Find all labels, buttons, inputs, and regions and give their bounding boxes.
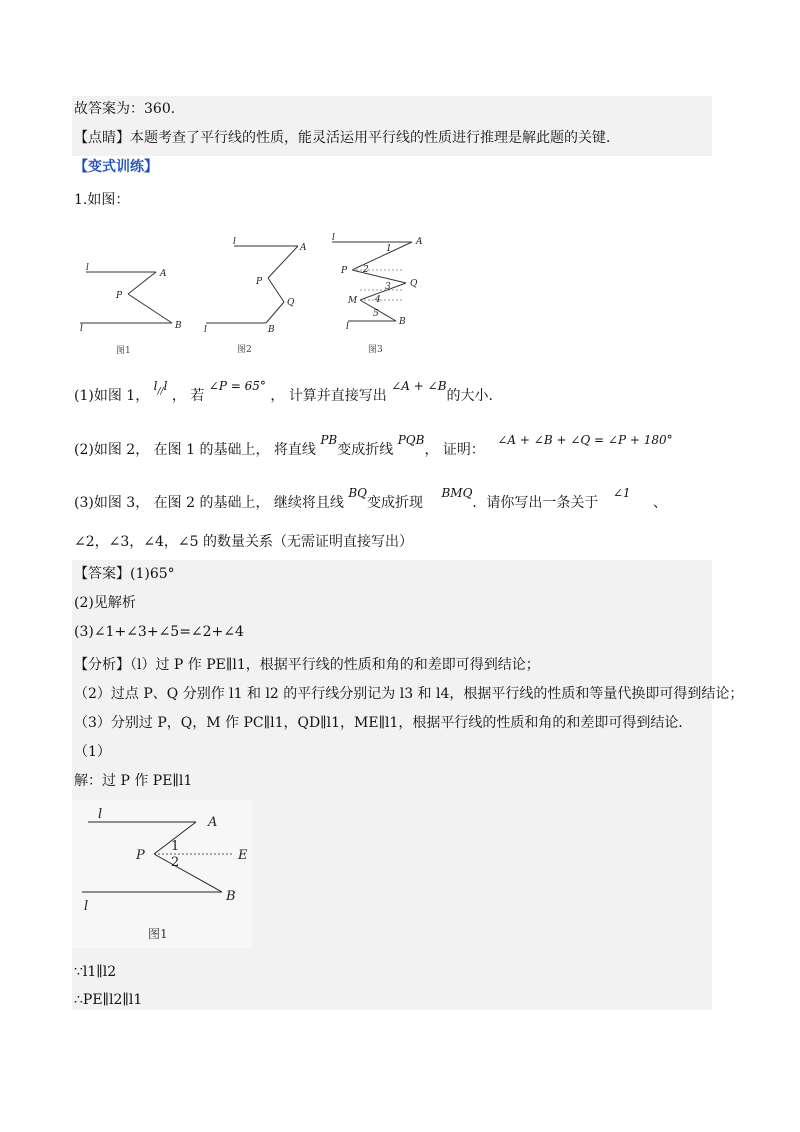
fig3-num-5: 5 (373, 309, 379, 319)
part-1-label: （1） (74, 744, 111, 760)
q3-prefix: (3)如图 3， 在图 2 的基础上， 继续将且线 (74, 495, 344, 511)
figure-3 (332, 233, 423, 355)
analysis-1: 【分析】（l）过 P 作 PE∥l1，根据平行线的性质和角的和差即可得到结论； (74, 657, 540, 673)
fig3-num-2: 2 (363, 265, 369, 275)
fig2-label-Q: Q (287, 298, 295, 308)
q3-suffix: ．请你写出一条关于 (472, 495, 599, 511)
q3-bmq: BMQ (441, 486, 473, 500)
fig3-num-4: 4 (375, 295, 381, 305)
answer-3: (3)∠1+∠3+∠5=∠2+∠4 (74, 624, 244, 640)
fig3-label-l2: l (346, 322, 349, 332)
fig2-label-B: B (268, 325, 275, 335)
because-line: ∵l1∥l2 (74, 964, 117, 980)
q1-angle: ∠P = 65° (208, 379, 266, 393)
question-3-line2: ∠2，∠3，∠4，∠5 的数量关系（无需证明直接写出） (74, 534, 413, 550)
q2-sep: ， 证明： (424, 442, 485, 458)
figures-row (76, 228, 436, 358)
fig3-label-B: B (399, 317, 406, 327)
q1-end: 的大小． (446, 388, 503, 404)
answer-2: (2)见解析 (74, 595, 136, 611)
q1-l2: l (163, 379, 168, 393)
sol-label-E: E (238, 848, 248, 863)
q3-angle1: ∠1 (612, 486, 631, 500)
q2-pqb: PQB (397, 433, 425, 447)
dianjing-text: 【点睛】本题考查了平行线的性质，能灵活运用平行线的性质进行推理是解此题的关键． (74, 130, 620, 146)
fig1-label-B: B (175, 321, 182, 331)
fig1-caption: 图1 (116, 346, 131, 356)
sol-num-1: 1 (171, 839, 180, 854)
fig1-label-l2: l (80, 324, 83, 334)
figure-1 (80, 263, 182, 356)
fig3-label-Q: Q (410, 279, 418, 289)
fig3-num-1: 1 (386, 244, 392, 254)
fig2-label-l2: l (204, 325, 207, 335)
fig1-label-l1: l (86, 263, 89, 273)
q2-mid: 变成折线 (337, 442, 394, 458)
analysis-2: （2）过点 P、Q 分别作 l1 和 l2 的平行线分别记为 l3 和 l4，根据平行线的性质和等量代换即可得到结论； (74, 686, 744, 702)
fig2-label-A: A (300, 243, 307, 253)
fig1-label-A: A (160, 269, 167, 279)
figure-2 (204, 237, 307, 355)
variant-heading: 【变式训练】 (74, 159, 158, 175)
fig1-label-P: P (116, 291, 123, 301)
q1-sep: ， 若 (171, 388, 205, 404)
q2-expr: ∠A + ∠B + ∠Q = ∠P + 180° (497, 433, 673, 447)
fig3-num-3: 3 (385, 282, 391, 292)
q1-suffix: ， 计算并直接写出 (270, 388, 387, 404)
question-2 (74, 433, 673, 460)
fig3-label-l1: l (332, 233, 335, 243)
fig3-label-M: M (348, 296, 358, 306)
sol-label-B: B (226, 889, 236, 904)
q3-comma: 、 (653, 495, 668, 511)
fig3-label-A: A (416, 237, 423, 247)
answer-1: 【答案】(1)65° (74, 566, 175, 582)
solution-line: 解：过 P 作 PE∥l1 (74, 773, 193, 789)
question-3 (74, 486, 668, 513)
question-intro: 1.如图： (74, 192, 130, 208)
sol-label-P: P (136, 848, 145, 863)
q1-expr: ∠A + ∠B (391, 379, 447, 393)
solution-figure (72, 800, 262, 948)
sol-caption: 图1 (148, 927, 168, 941)
q2-pb: PB (320, 433, 338, 447)
fig3-label-P: P (341, 266, 348, 276)
sol-label-A: A (208, 815, 218, 830)
sol-label-l1: l (98, 807, 103, 822)
fig2-label-l1: l (233, 237, 236, 247)
q2-prefix: (2)如图 2， 在图 1 的基础上， 将直线 (74, 442, 316, 458)
q3-mid: 变成折现 (367, 495, 424, 511)
sol-num-2: 2 (171, 855, 180, 870)
q1-parallel: // (157, 387, 164, 397)
sol-label-l2: l (84, 899, 89, 914)
q1-prefix: (1)如图 1， (74, 388, 150, 404)
q3-bq: BQ (348, 486, 368, 500)
question-1 (74, 379, 503, 408)
answer-total: 故答案为：360． (74, 101, 185, 117)
q1-l1: l (153, 379, 158, 393)
fig3-caption: 图3 (368, 345, 383, 355)
fig2-caption: 图2 (237, 345, 252, 355)
therefore-line: ∴PE∥l2∥l1 (74, 992, 143, 1008)
fig2-label-P: P (256, 277, 263, 287)
analysis-3: （3）分别过 P，Q，M 作 PC∥l1，QD∥l1，ME∥l1，根据平行线的性质和角的和差即可得到结论． (74, 715, 693, 731)
